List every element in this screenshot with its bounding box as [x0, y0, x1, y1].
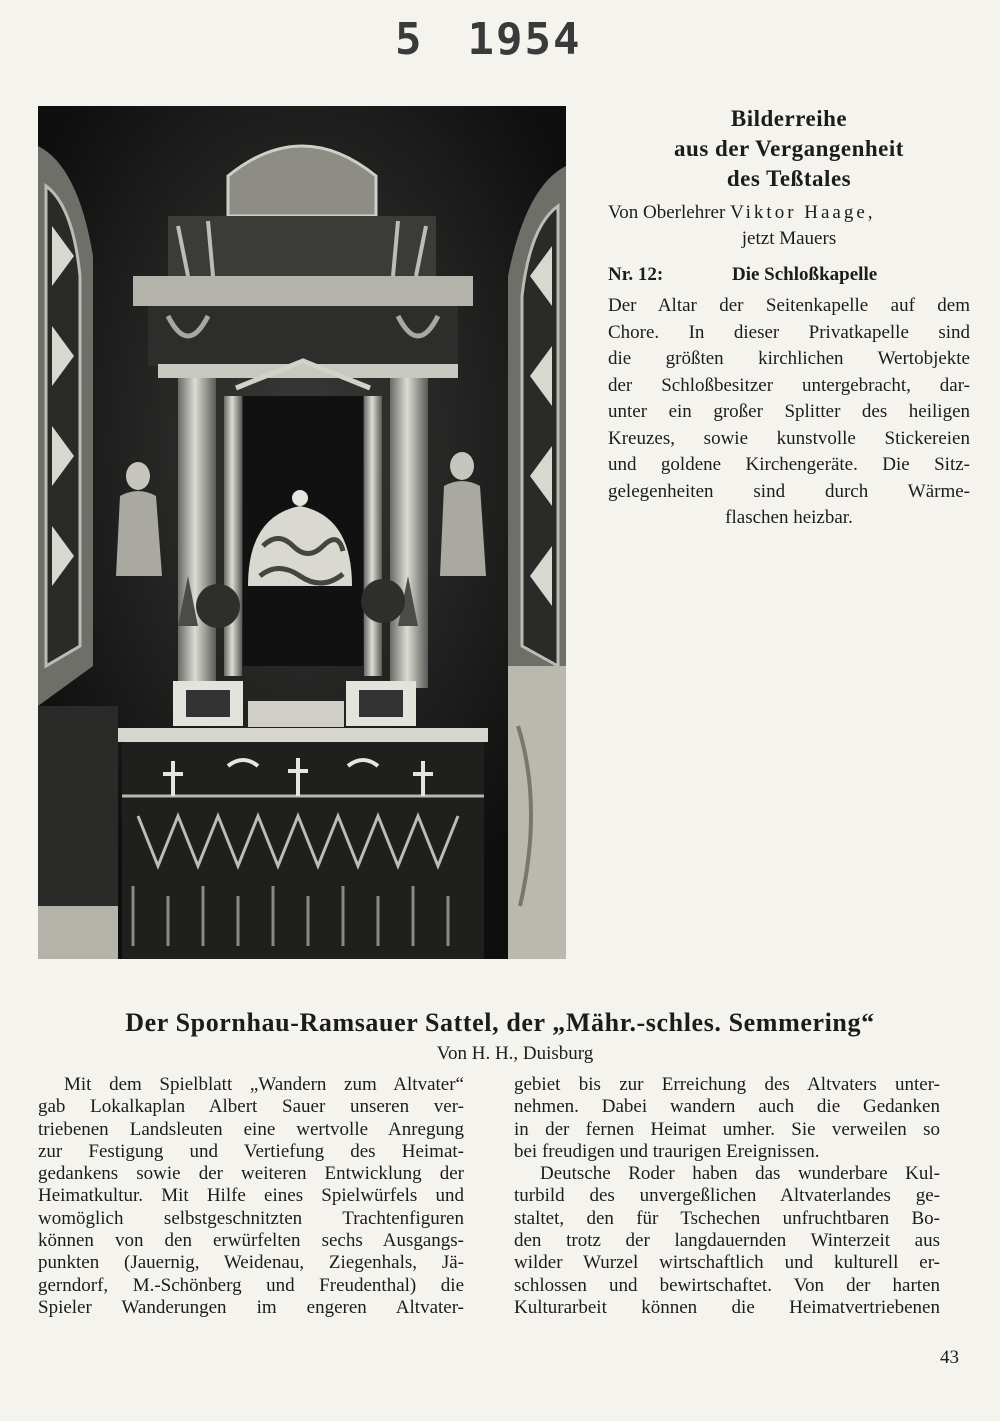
- caption-line: unter ein großer Splitter des heiligen: [608, 401, 970, 422]
- altar-photo-icon: [38, 106, 566, 959]
- byline-prefix: Von Oberlehrer: [608, 202, 726, 223]
- series-title-line: Bilderreihe: [730, 106, 848, 131]
- article-byline: Von H. H., Duisburg: [436, 1043, 594, 1064]
- caption-line: Der Altar der Seitenkapelle auf dem: [608, 295, 970, 316]
- byline-location: jetzt Mauers: [741, 228, 837, 249]
- series-title: [608, 104, 970, 194]
- series-byline: [608, 200, 970, 252]
- text-line: triebenen Landsleuten eine wertvolle Anregung: [38, 1118, 464, 1140]
- caption-heading: [608, 262, 970, 288]
- text-line: wilder Wurzel wirtschaftlich und kulturell er-: [514, 1252, 940, 1274]
- issue-header: [395, 14, 581, 65]
- byline-name: Viktor Haage,: [730, 202, 876, 223]
- text-line: gab Lokalkaplan Albert Sauer unseren ver-: [38, 1096, 464, 1118]
- text-line: gedankens sowie der weiteren Entwicklung der: [38, 1163, 464, 1185]
- series-title-line: des Teßtales: [726, 166, 852, 191]
- caption-line: Kreuzes, sowie kunstvolle Stickereien: [608, 427, 970, 449]
- article-title: Der Spornhau-Ramsauer Sattel, der „Mähr.-schles. Semmering“: [125, 1008, 875, 1037]
- caption-line: die größten kirchlichen Wertobjekte: [608, 348, 970, 369]
- text-line: turbild des unvergeßlichen Altvaterlandes ge-: [514, 1185, 940, 1207]
- altar-photo: [38, 106, 566, 959]
- caption-number: Nr. 12:: [608, 264, 664, 285]
- text-line: staltet, den für Tschechen unfruchtbaren Bo-: [514, 1207, 940, 1229]
- text-line: punkten (Jauernig, Weidenau, Ziegenhals, Jä-: [38, 1252, 464, 1274]
- caption-title: Die Schloßkapelle: [732, 264, 878, 285]
- text-line: in der fernen Heimat umher. Sie verweilen so: [514, 1118, 940, 1140]
- caption-text: [608, 293, 970, 532]
- text-line: Spieler Wanderungen im engeren Altvater-: [38, 1296, 464, 1318]
- caption-line: Chore. In dieser Privatkapelle sind: [608, 321, 970, 343]
- article-column-right: [514, 1074, 940, 1319]
- issue-number: 5: [395, 14, 424, 65]
- page-number: 43: [940, 1347, 959, 1368]
- text-line: gerndorf, M.-Schönberg und Freudenthal) die: [38, 1274, 464, 1296]
- article-column-left: [38, 1074, 464, 1319]
- text-line: bei freudigen und traurigen Ereignissen.: [514, 1140, 820, 1162]
- caption-line: flaschen heizbar.: [725, 507, 853, 528]
- photo-sidebar: [608, 104, 970, 532]
- text-line: nehmen. Dabei wandern auch die Gedanken: [514, 1096, 940, 1118]
- text-line: den trotz der langdauernden Winterzeit aus: [514, 1230, 940, 1252]
- caption-line: der Schloßbesitzer untergebracht, dar-: [608, 374, 970, 396]
- byline-author-line: [608, 200, 970, 226]
- text-line: können von den erwürfelten sechs Ausgangs-: [38, 1230, 464, 1252]
- text-line: Deutsche Roder haben das wunderbare Kul-: [540, 1163, 940, 1185]
- series-title-line: aus der Vergangenheit: [674, 136, 904, 161]
- caption-line: gelegenheiten sind durch Wärme-: [608, 480, 970, 502]
- text-line: Kulturarbeit können die Heimatvertriebenen: [514, 1296, 940, 1318]
- text-line: Heimatkultur. Mit Hilfe eines Spielwürfels und: [38, 1185, 464, 1207]
- text-line: schlossen und bewirtschaftet. Von der harten: [514, 1274, 940, 1296]
- text-line: gebiet bis zur Erreichung des Altvaters unter-: [514, 1074, 940, 1095]
- text-line: Mit dem Spielblatt „Wandern zum Altvater“: [64, 1074, 464, 1095]
- caption-line: und goldene Kirchengeräte. Die Sitz-: [608, 454, 970, 475]
- text-line: womöglich selbstgeschnitzten Trachtenfiguren: [38, 1207, 464, 1229]
- issue-year: 1954: [467, 14, 582, 65]
- text-line: zur Festigung und Vertiefung des Heimat-: [38, 1140, 464, 1162]
